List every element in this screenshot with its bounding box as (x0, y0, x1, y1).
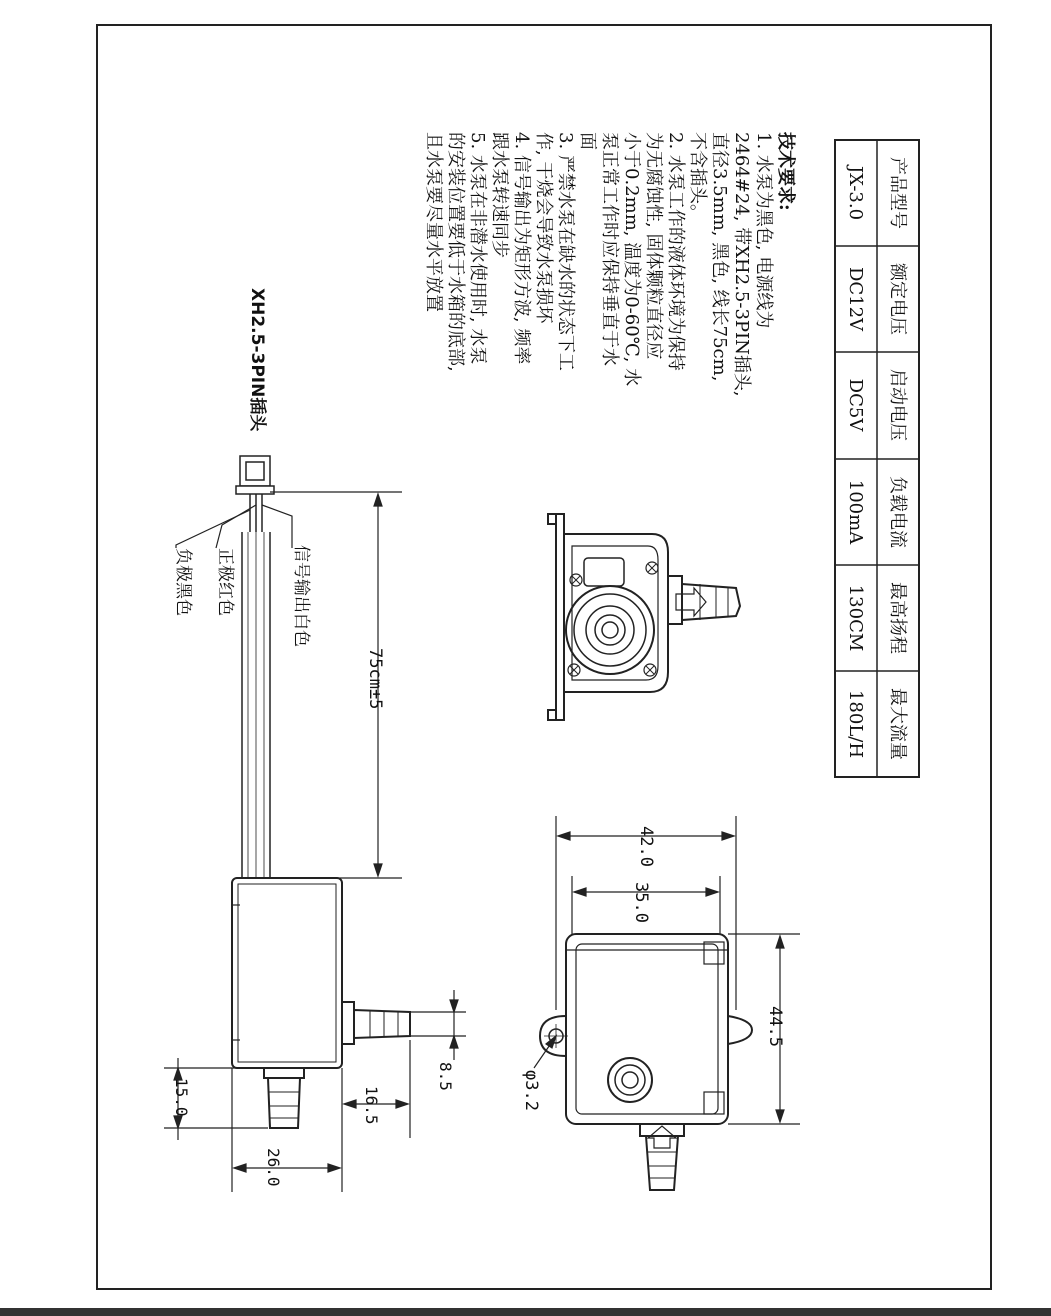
spec-header-5: 最大流量 (887, 688, 908, 760)
connector-label: XH2.5-3PIN插头 (247, 288, 267, 432)
spec-header-0: 产品型号 (887, 157, 908, 229)
tech-line: 1. 水泵为黑色, 电源线为 (753, 132, 774, 329)
tech-line: 作, 干烧会导致水泵损坏 (533, 132, 554, 324)
tech-title: 技术要求: (775, 132, 796, 211)
spec-header-2: 启动电压 (887, 369, 908, 441)
spec-table (835, 140, 919, 777)
tech-line: 直径3.5mm, 黑色, 线长75cm, (709, 132, 730, 382)
dim-8-5: 8.5 (436, 1062, 455, 1091)
tech-line: 3. 严禁水泵在缺水的状态下工 (555, 132, 576, 371)
wire-positive-label: 正极红色 (215, 548, 235, 616)
spec-value-5: 180L/H (845, 689, 866, 759)
tech-line: 面 (577, 132, 598, 150)
pump-end-view (548, 514, 740, 720)
wire-negative-label: 负极黑色 (173, 548, 193, 616)
wire-leaders (176, 505, 292, 548)
dim-42-0: 42.0 (636, 826, 656, 867)
spec-header-4: 最高扬程 (887, 582, 908, 654)
dim-35-0: 35.0 (631, 882, 651, 923)
tech-line: 的安装位置要低于水箱的底部, (445, 132, 466, 372)
dim-44-5: 44.5 (765, 1006, 785, 1047)
spec-value-4: 130CM (845, 584, 866, 652)
spec-value-1: DC12V (845, 266, 866, 332)
tech-line: 且水泵要尽量水平放置 (423, 132, 444, 312)
spec-value-2: DC5V (845, 378, 866, 432)
spec-header-1: 额定电压 (887, 263, 908, 335)
dim-16-5: 16.5 (362, 1086, 381, 1125)
tech-line: 5. 水泵在非潜水使用时, 水泵 (467, 132, 488, 365)
spec-header-3: 负载电流 (887, 476, 908, 548)
tech-line: 不含插头。 (687, 132, 708, 222)
tech-line: 跟水泵转速同步 (489, 132, 510, 258)
spec-value-3: 100mA (845, 479, 866, 545)
connector-drawing (236, 456, 274, 532)
tech-line: 2464#24, 带XH2.5-3PIN插头, (731, 132, 752, 397)
dim-phi-3-2: φ3.2 (521, 1070, 541, 1111)
dim-26-0: 26.0 (264, 1148, 283, 1187)
pump-side-body (232, 878, 410, 1128)
cable-drawing (242, 532, 270, 878)
tech-line: 泵正常工作时应保持垂直于水 (599, 132, 620, 366)
spec-value-0: JX-3.0 (845, 165, 866, 221)
tech-line: 2. 水泵工作的液体环境为保持 (665, 132, 686, 371)
tech-line: 为无腐蚀性, 固体颗粒直径应 (643, 132, 664, 360)
dim-15-0: 15.0 (172, 1078, 191, 1117)
wire-signal-label: 信号输出白色 (291, 545, 311, 647)
tech-line: 4. 信号输出为矩形方波, 频率 (511, 132, 532, 365)
pump-top-view (540, 934, 752, 1190)
bottom-edge-bar (0, 1308, 1051, 1316)
cable-length-label: 75cm±5 (365, 648, 385, 710)
tech-line: 小于0.2mm, 温度为0-60℃, 水 (621, 132, 642, 387)
tech-requirements (423, 131, 797, 397)
